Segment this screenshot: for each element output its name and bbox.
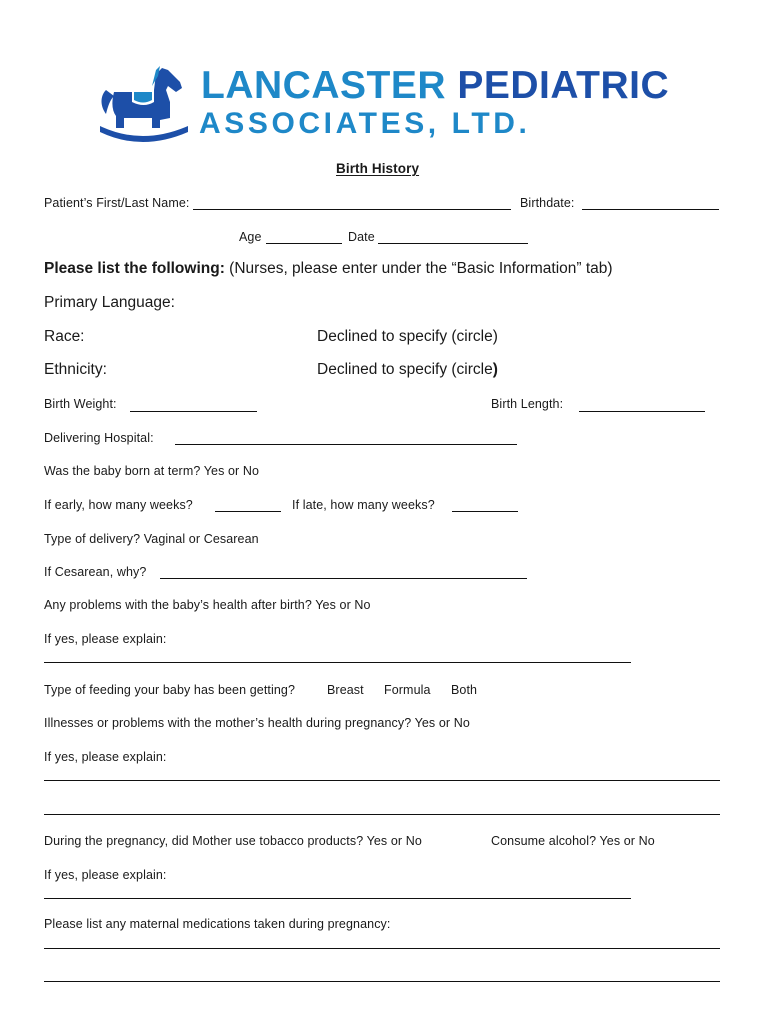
date-field[interactable] (378, 243, 528, 244)
ethnicity-label: Ethnicity: (44, 361, 107, 378)
explain-field-3[interactable] (44, 898, 631, 899)
medications-field-a[interactable] (44, 948, 720, 949)
cesarean-why-label: If Cesarean, why? (44, 565, 147, 579)
delivering-hospital-label: Delivering Hospital: (44, 431, 154, 445)
primary-language-label: Primary Language: (44, 294, 175, 311)
logo-word-pediatric: PEDIATRIC (457, 64, 670, 107)
race-declined-option[interactable]: Declined to specify (circle) (317, 328, 498, 345)
explain-field-1[interactable] (44, 662, 631, 663)
date-label: Date (348, 230, 375, 244)
rocking-horse-icon (96, 62, 192, 146)
age-field[interactable] (266, 243, 342, 244)
patient-name-label: Patient’s First/Last Name: (44, 196, 190, 210)
feeding-option-breast[interactable]: Breast (327, 683, 364, 697)
alcohol-question[interactable]: Consume alcohol? Yes or No (491, 834, 655, 848)
delivering-hospital-field[interactable] (175, 444, 517, 445)
explain-label-1: If yes, please explain: (44, 632, 167, 646)
feeding-option-formula[interactable]: Formula (384, 683, 431, 697)
ethnicity-declined-paren: ) (492, 361, 498, 378)
patient-name-field[interactable] (193, 209, 511, 210)
if-early-label: If early, how many weeks? (44, 498, 193, 512)
age-label: Age (239, 230, 262, 244)
logo-text-line1 (201, 64, 669, 108)
birthdate-field[interactable] (582, 209, 719, 210)
born-at-term-question[interactable]: Was the baby born at term? Yes or No (44, 464, 260, 478)
early-weeks-field[interactable] (215, 511, 281, 512)
if-late-label: If late, how many weeks? (292, 498, 435, 512)
baby-problems-question[interactable]: Any problems with the baby’s health after birth? Yes or No (44, 598, 371, 612)
medications-field-b[interactable] (44, 981, 720, 982)
birth-weight-label: Birth Weight: (44, 397, 117, 411)
feeding-question: Type of feeding your baby has been getting? (44, 683, 296, 697)
late-weeks-field[interactable] (452, 511, 518, 512)
explain-label-2: If yes, please explain: (44, 750, 167, 764)
explain-label-3: If yes, please explain: (44, 868, 167, 882)
explain-field-2a[interactable] (44, 780, 720, 781)
instructions-bold: Please list the following: (44, 260, 225, 277)
tobacco-question[interactable]: During the pregnancy, did Mother use tobacco products? Yes or No (44, 834, 422, 848)
cesarean-why-field[interactable] (160, 578, 527, 579)
medications-question: Please list any maternal medications taken during pregnancy: (44, 917, 391, 931)
birth-length-label: Birth Length: (491, 397, 564, 411)
birth-length-field[interactable] (579, 411, 705, 412)
explain-field-2b[interactable] (44, 814, 720, 815)
mother-health-question[interactable]: Illnesses or problems with the mother’s health during pregnancy? Yes or No (44, 716, 470, 730)
birthdate-label: Birthdate: (520, 196, 575, 210)
instructions (44, 260, 613, 278)
ethnicity-declined-text: Declined to specify (circle (317, 361, 493, 378)
ethnicity-declined-option[interactable] (317, 361, 498, 379)
instructions-rest: (Nurses, please enter under the “Basic Information” tab) (224, 260, 613, 277)
birth-weight-field[interactable] (130, 411, 257, 412)
logo-text-line2: ASSOCIATES, LTD. (199, 107, 531, 140)
race-label: Race: (44, 328, 85, 345)
feeding-option-both[interactable]: Both (451, 683, 478, 697)
page-title: Birth History (336, 161, 420, 176)
logo-word-lancaster: LANCASTER (201, 64, 458, 107)
delivery-type-question[interactable]: Type of delivery? Vaginal or Cesarean (44, 532, 259, 546)
